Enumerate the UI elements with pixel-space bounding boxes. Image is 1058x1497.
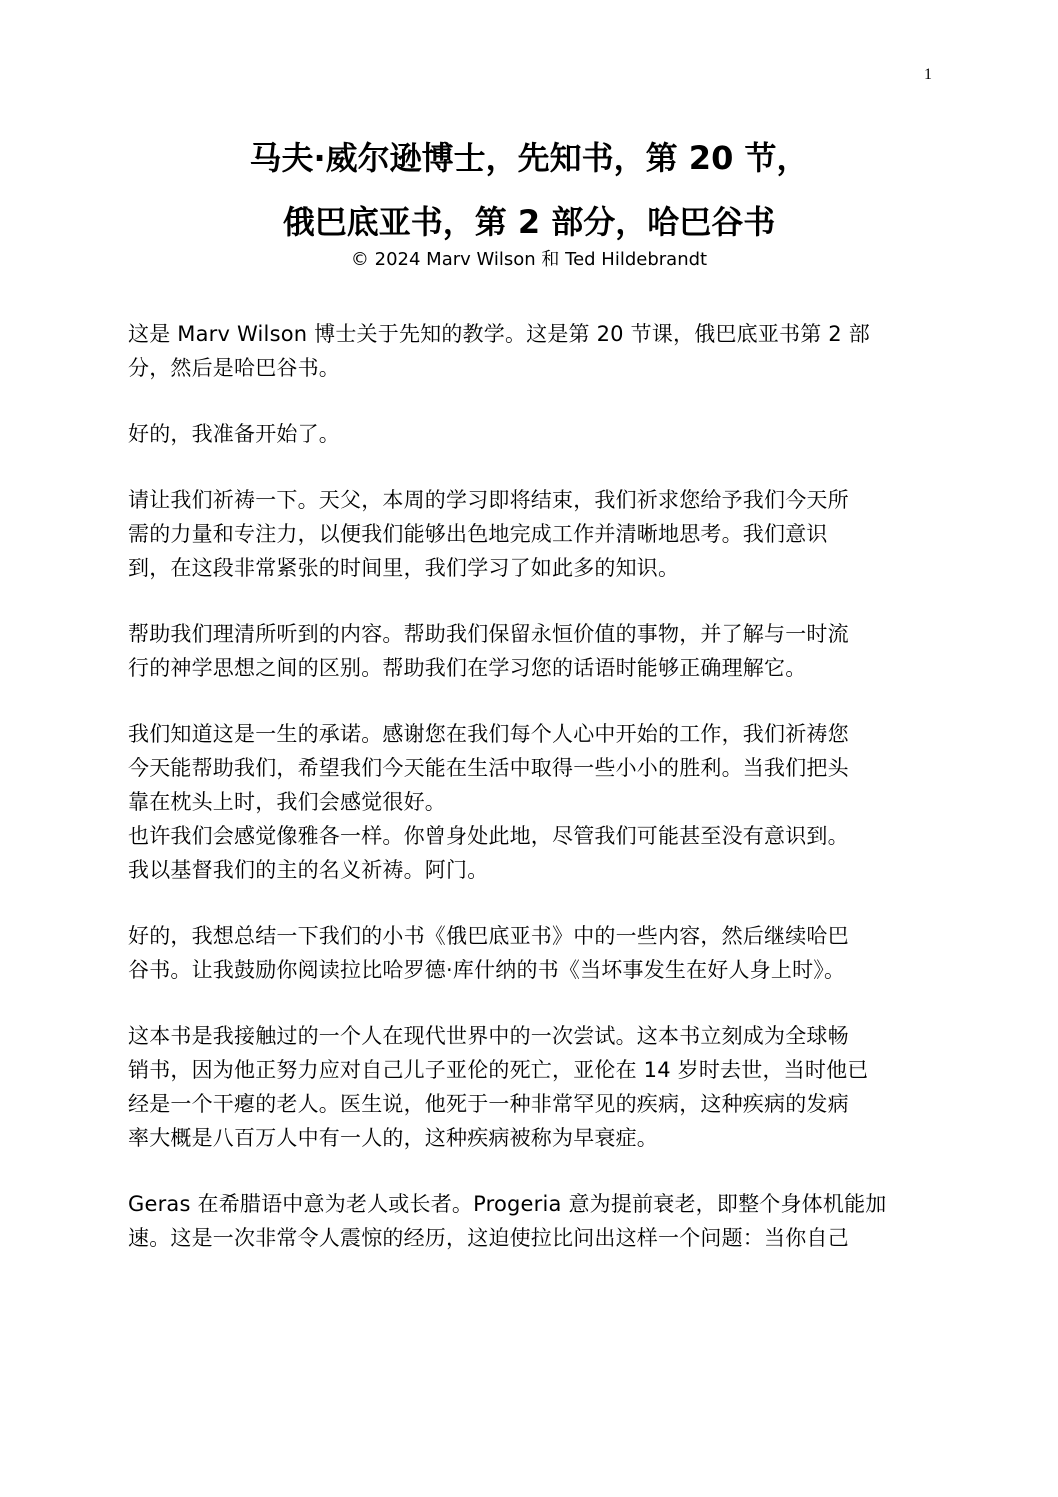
paragraph-line: 今天能帮助我们，希望我们今天能在生活中取得一些小小的胜利。当我们把头 xyxy=(128,756,849,780)
paragraph-line: 经是一个干瘪的老人。医生说，他死于一种非常罕见的疾病，这种疾病的发病 xyxy=(128,1092,849,1116)
paragraph-line: 行的神学思想之间的区别。帮助我们在学习您的话语时能够正确理解它。 xyxy=(128,656,807,680)
title-block xyxy=(0,140,1058,272)
paragraph xyxy=(128,717,928,819)
paragraph-line: 需的力量和专注力，以便我们能够出色地完成工作并清晰地思考。我们意识 xyxy=(128,522,828,546)
paragraph xyxy=(128,417,928,451)
paragraph-line: 我以基督我们的主的名义祈祷。阿门。 xyxy=(128,858,489,882)
paragraph-line: Geras 在希腊语中意为老人或长者。Progeria 意为提前衰老，即整个身体机能加 xyxy=(128,1192,887,1216)
paragraph-line: 我们知道这是一生的承诺。感谢您在我们每个人心中开始的工作，我们祈祷您 xyxy=(128,722,849,746)
body-text xyxy=(128,317,928,1287)
paragraph-line: 这是 Marv Wilson 博士关于先知的教学。这是第 20 节课，俄巴底亚书第 2 部 xyxy=(128,322,870,346)
paragraph-line: 率大概是八百万人中有一人的，这种疾病被称为早衰症。 xyxy=(128,1126,658,1150)
title-line-1: 马夫·威尔逊博士，先知书，第 20 节， xyxy=(249,139,809,177)
paragraph xyxy=(128,1187,928,1255)
paragraph xyxy=(128,317,928,385)
paragraph-line: 到，在这段非常紧张的时间里，我们学习了如此多的知识。 xyxy=(128,556,680,580)
paragraph xyxy=(128,919,928,987)
paragraph-line: 请让我们祈祷一下。天父，本周的学习即将结束，我们祈求您给予我们今天所 xyxy=(128,488,849,512)
paragraph-line: 销书，因为他正努力应对自己儿子亚伦的死亡，亚伦在 14 岁时去世，当时他已 xyxy=(128,1058,869,1082)
paragraph-line: 也许我们会感觉像雅各一样。你曾身处此地，尽管我们可能甚至没有意识到。 xyxy=(128,824,849,848)
paragraph-line: 速。这是一次非常令人震惊的经历，这迫使拉比问出这样一个问题：当你自己 xyxy=(128,1226,849,1250)
paragraph xyxy=(128,819,928,887)
paragraph-line: 分，然后是哈巴谷书。 xyxy=(128,356,340,380)
paragraph-line: 谷书。让我鼓励你阅读拉比哈罗德·库什纳的书《当坏事发生在好人身上时》。 xyxy=(128,958,846,982)
paragraph-line: 好的，我想总结一下我们的小书《俄巴底亚书》中的一些内容，然后继续哈巴 xyxy=(128,924,849,948)
title-line-2: 俄巴底亚书，第 2 部分，哈巴谷书 xyxy=(282,203,776,241)
copyright-line: © 2024 Marv Wilson 和 Ted Hildebrandt xyxy=(350,249,708,270)
paragraph-line: 帮助我们理清所听到的内容。帮助我们保留永恒价值的事物，并了解与一时流 xyxy=(128,622,849,646)
paragraph xyxy=(128,617,928,685)
paragraph-line: 这本书是我接触过的一个人在现代世界中的一次尝试。这本书立刻成为全球畅 xyxy=(128,1024,849,1048)
page-number: 1 xyxy=(924,66,932,83)
paragraph xyxy=(128,483,928,585)
paragraph xyxy=(128,1019,928,1155)
paragraph-line: 靠在枕头上时，我们会感觉很好。 xyxy=(128,790,446,814)
paragraph-line: 好的，我准备开始了。 xyxy=(128,422,340,446)
